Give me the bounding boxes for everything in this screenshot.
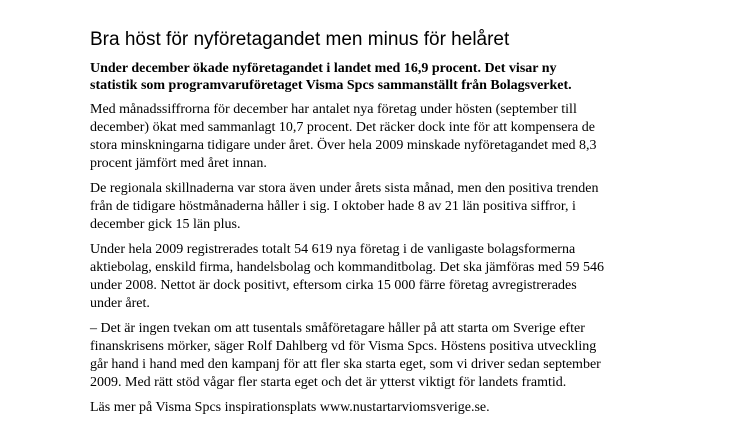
body-line: Under hela 2009 registrerades totalt 54 619 nya företag i de vanligaste bolagsformerna xyxy=(90,242,576,257)
body-line: under 2008. Nettot är dock positivt, eftersom cirka 15 000 färre företag avregistrerades xyxy=(90,278,577,293)
lead-line: Under december ökade nyföretagandet i landet med 16,9 procent. Det visar ny xyxy=(90,61,557,76)
read-more-paragraph xyxy=(90,399,650,417)
body-line: går hand i hand med den kampanj för att fler ska starta eget, som vi driver sedan september xyxy=(90,357,601,372)
page-title: Bra höst för nyföretagandet men minus för helåret xyxy=(90,29,510,50)
body-line: Med månadssiffrorna för december har antalet nya företag under hösten (september till xyxy=(90,102,577,117)
body-line: – Det är ingen tvekan om att tusentals småföretagare håller på att starta om Sverige efter xyxy=(90,321,585,336)
body-line: under året. xyxy=(90,296,150,311)
document-page xyxy=(90,28,650,424)
lead-line: statistik som programvaruföretaget Visma Spcs sammanställt från Bolagsverket. xyxy=(90,77,572,93)
body-line: december gick 15 län plus. xyxy=(90,217,241,232)
lead-paragraph xyxy=(90,61,650,94)
body-line: stora minskningarna tidigare under året. Över hela 2009 minskade nyföretagandet med 8,3 xyxy=(90,138,597,153)
read-more-line: Läs mer på Visma Spcs inspirationsplats www.nustartarviomsverige.se. xyxy=(90,400,490,415)
body-line: De regionala skillnaderna var stora även under årets sista månad, men den positiva trenden xyxy=(90,181,599,196)
body-line: procent jämfört med året innan. xyxy=(90,156,267,171)
body-line: aktiebolag, enskild firma, handelsbolag och kommanditbolag. Det ska jämföras med 59 546 xyxy=(90,260,604,275)
body-line: från de tidigare höstmånaderna håller i sig. I oktober hade 8 av 21 län positiva siffror, i xyxy=(90,199,576,214)
body-line: 2009. Med rätt stöd vågar fler starta eget och det är ytterst viktigt för landets framtid. xyxy=(90,375,567,390)
body-line: finanskrisens mörker, säger Rolf Dahlberg vd för Visma Spcs. Höstens positiva utveckling xyxy=(90,339,597,354)
body-paragraph-2 xyxy=(90,180,650,234)
body-paragraph-3 xyxy=(90,241,650,313)
body-line: december) ökat med sammanlagt 10,7 procent. Det räcker dock inte för att kompensera de xyxy=(90,120,595,135)
quote-paragraph xyxy=(90,320,650,392)
body-paragraph-1 xyxy=(90,101,650,173)
